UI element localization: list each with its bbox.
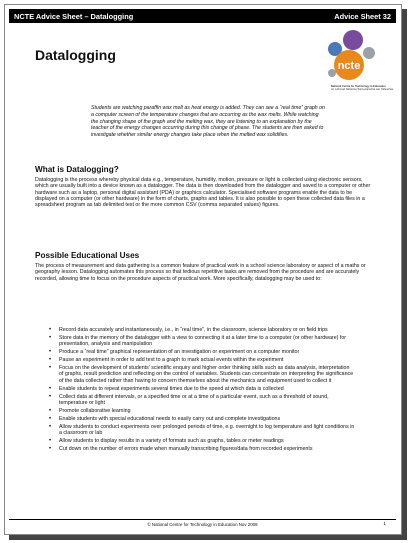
section-body-what-is: Datalogging is the process whereby physical data e.g., temperature, humidity, motion, pressure or light is collected using electronic sensors, which are usually built into a device known as a datalogger. The data is then downloaded from the datalogger and saved to a computer or other hardware such as a laptop, personal digital assistant (PDA) or graphics calculator. Specialised software programs enable the data to be displayed on a computer (or other hardware) in the form of charts, graphs and tables. It is also possible to open these collected data files in a spreadsheet program as tab delimited text or the more common CSV (comma separated values) figures.: [35, 177, 371, 209]
list-item: • Cut down on the number of errors made when manually transcribing figures/data from recorded experiments: [59, 446, 355, 452]
document-page: [4, 4, 402, 535]
footer-page-number: 1: [383, 521, 386, 526]
section-heading-uses: Possible Educational Uses: [35, 251, 140, 260]
list-item: • Enable students with special educational needs to easily carry out and complete investigations: [59, 416, 355, 422]
intro-paragraph: Students are watching paraffin wax melt as heat energy is added. They can see a “real time” graph on a computer screen of the temperature changes that are occurring as the wax melts. While watching the changing shape of the graph and the melting wax, they are listening to an explanation by the teacher of the energy changes occurring during this change of phase. The students are then asked to investigate whether similar energy changes take place when the melted wax solidifies.: [91, 105, 325, 139]
list-item: • Produce a “real time” graphical representation of an investigation or experiment on a computer monitor: [59, 349, 355, 355]
list-item: • Store data in the memory of the datalogger with a view to connecting it at a later time to a computer (or other hardware) for presentation, analysis and manipulation: [59, 335, 355, 348]
list-item: • Pause an experiment in order to add text to a graph to mark actual events within the experiment: [59, 357, 355, 363]
footer-copyright: © National Centre for Technology in Education Nov 2008: [147, 522, 258, 527]
list-item: • Allow students to display results in a variety of formats such as graphs, tables or meter readings: [59, 438, 355, 444]
section-body-uses: The process of measurement and data gathering is a common feature of practical work in a school science laboratory or aspect of a maths or geography lesson. Datalogging automates this process so that tedious repetitive tasks are removed from the procedure and are accurately recorded, allowing time to focus on the procedure aspects of practical work. More specifically, datalogging may be used to:: [35, 263, 366, 282]
svg-text:ncte: ncte: [337, 60, 361, 72]
logo-caption-line1: National Centre for Technology in Education: [331, 85, 386, 88]
logo-caption: [331, 85, 397, 92]
uses-bullet-list: [49, 327, 355, 454]
logo-caption-line2: An Lárionad Náisiúnta Teicneolaíochta san Oideachas: [331, 88, 394, 92]
list-item: • Promote collaborative learning: [59, 408, 355, 414]
list-item: • Collect data at different intervals, or a specified time or at a time of a particular event, such as a threshold of sound, temperature or light: [59, 394, 355, 407]
list-item: • Allow students to conduct experiments over prolonged periods of time, e.g. overnight to log temperature and light conditions in a classroom or lab: [59, 424, 355, 437]
page-header: [9, 9, 396, 23]
page-title: Datalogging: [35, 47, 116, 63]
header-sheet-number: Advice Sheet 32: [334, 11, 391, 21]
page-footer: [9, 519, 396, 526]
list-item: • Enable students to repeat experiments several times due to the speed at which data is collected: [59, 386, 355, 392]
list-item: • Focus on the development of students’ scientific enquiry and higher order thinking skills such as data analysis, interpretation of graphs, result prediction and reflecting on the control of variables. Students can concentrate on interpreting the significance of the data collected rather than having to concern themselves about the mechanics and equipment used to collect it: [59, 365, 355, 384]
header-title: NCTE Advice Sheet – Datalogging: [14, 11, 134, 21]
section-heading-what-is: What is Datalogging?: [35, 165, 119, 174]
list-item: • Record data accurately and instantaneously, i.e., in “real time”, in the classroom, science laboratory or on field trips: [59, 327, 355, 333]
